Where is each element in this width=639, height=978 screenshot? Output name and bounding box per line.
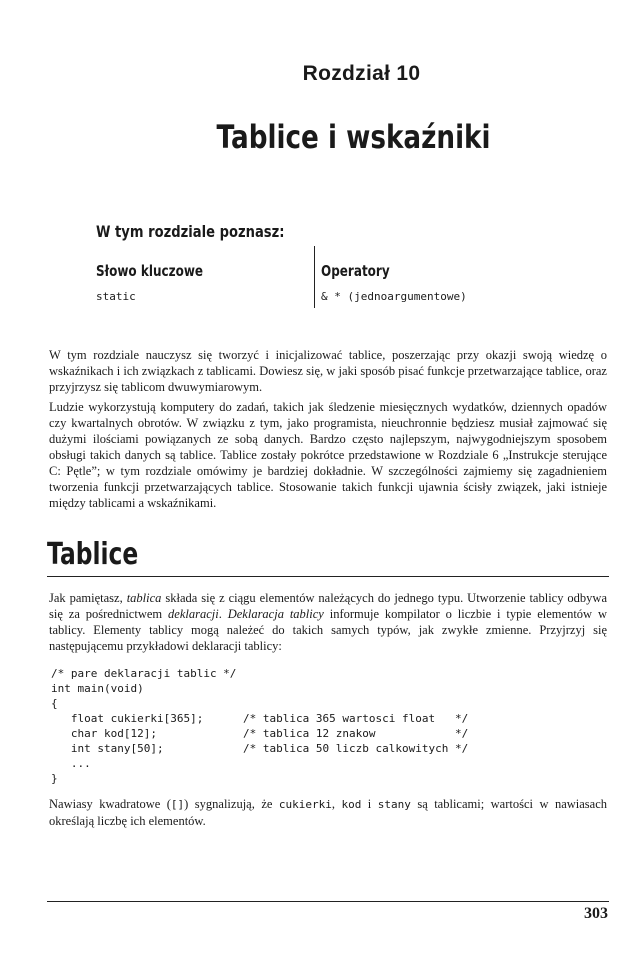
- learn-heading: W tym rozdziale poznasz:: [96, 222, 285, 241]
- code-kod: kod: [341, 798, 362, 811]
- intro-paragraph-2: Ludzie wykorzystują komputery do zadań, takich jak śledzenie miesięcznych wydatków, dziennych opadów czy kwartalnych obrotów. W związku z tym, jako programista, nieuchronnie będziesz musiał zajmować się dużymi ilościami powiązanych ze sobą danych. Bardzo często najlepszym, najwygodniejszym sposobem obsługi takich danych są tablice. Tablice zostały pokrótce przedstawione w Rozdziale 6 „Instrukcje sterujące C: Pętle”; w tym rozdziale omówimy je bardziej dokładnie. W szczególności zajmiemy się zagadnieniem tworzenia funkcji przetwarzających tablice. Stosowanie takich funkcji ujawnia ścisły związek, jaki istnieje między tablicami a wskaźnikami.: [49, 400, 607, 510]
- code-stany: stany: [377, 798, 411, 811]
- term-deklaracja-tablicy: Deklaracja tablicy: [227, 607, 324, 621]
- section-title: Tablice: [47, 537, 139, 572]
- column-divider: [314, 246, 315, 308]
- footer-rule: [47, 901, 609, 902]
- chapter-label: Rozdział 10: [302, 62, 421, 85]
- operators-heading: Operatory: [321, 262, 390, 280]
- chapter-title: Tablice i wskaźniki: [216, 118, 491, 156]
- operators-value: & * (jednoargumentowe): [321, 290, 467, 303]
- code-cukierki: cukierki: [278, 798, 332, 811]
- keywords-heading: Słowo kluczowe: [96, 262, 204, 280]
- page-number: 303: [584, 905, 608, 922]
- section-paragraph-2: Nawiasy kwadratowe ([]) sygnalizują, że cukierki, kod i stany są tablicami; wartości w nawiasach określają liczbę ich elementów.: [49, 797, 608, 828]
- code-brackets: []: [170, 798, 185, 811]
- section-rule: [47, 576, 609, 577]
- term-deklaracja: deklaracji: [168, 607, 219, 621]
- keywords-value: static: [96, 290, 136, 303]
- term-tablica: tablica: [126, 591, 162, 605]
- section-paragraph-1: Jak pamiętasz, tablica składa się z ciągu elementów należących do jednego typu. Utworzenie tablicy odbywa się za pośrednictwem deklaracji. Deklaracja tablicy informuje kompilator o liczbie i typie elementów w tablicy. Elementy tablicy mogą należeć do takich samych typów, jak zwykłe zmienne. Przyjrzyj się następującemu przykładowi deklaracji tablicy:: [49, 591, 607, 653]
- intro-paragraph-1: W tym rozdziale nauczysz się tworzyć i inicjalizować tablice, poszerzając przy okazji swoją wiedzę o wskaźnikach i ich związkach z tablicami. Dowiesz się, w jaki sposób pisać funkcje przetwarzające tablice, oraz przyjrzysz się tablicom dwuwymiarowym.: [49, 348, 607, 394]
- code-example: /* pare deklaracji tablic */ int main(void) { float cukierki[365]; /* tablica 365 wartosci float */ char kod[12]; /* tablica 12 znakow */ int stany[50]; /* tablica 50 liczb calkowitych */ ... }: [51, 667, 469, 785]
